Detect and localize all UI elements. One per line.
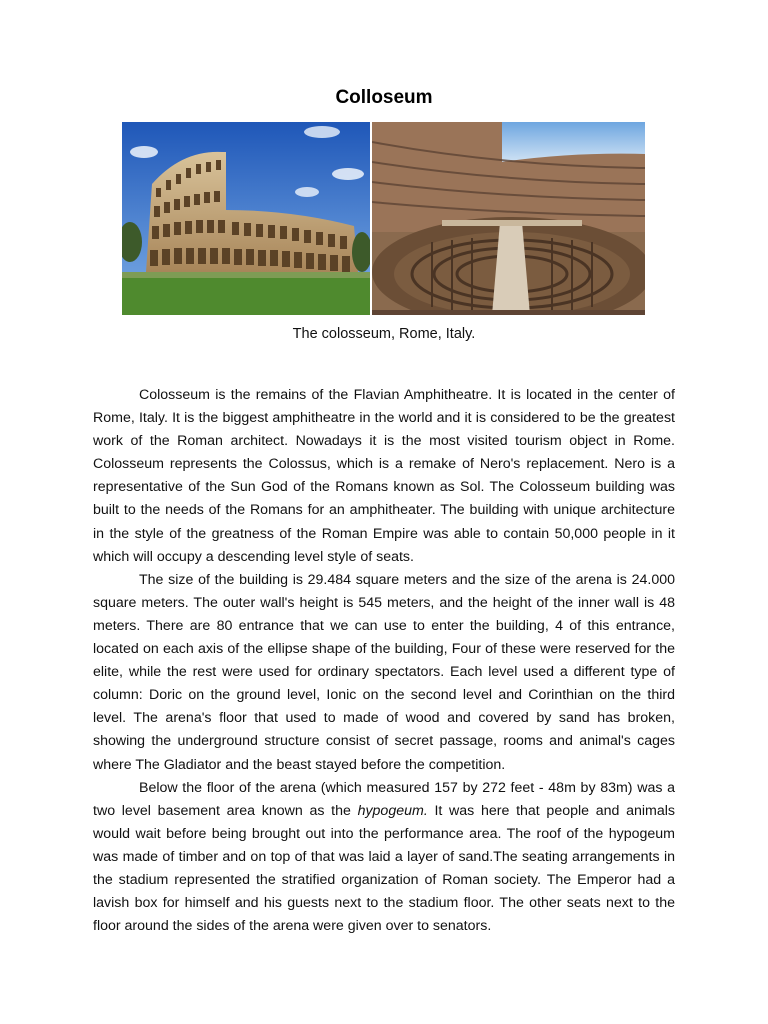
paragraph-1: Colosseum is the remains of the Flavian Amphitheatre. It is located in the center of Rome, Italy. It is the biggest amphitheatre in the world and it is considered to be the greatest work of the Roman architect. Nowadays it is the most visited tourism object in Rome. Colosseum represents the Colossus, which is a remake of Nero's replacement. Nero is a representative of the Sun God of the Romans known as Sol. The Colosseum building was built to the needs of the Romans for an amphitheater. The building with unique architecture in the style of the greatness of the Roman Empire was able to contain 50,000 people in it which will occupy a descending level style of seats.	[93, 387, 675, 565]
article-body	[93, 384, 675, 938]
page-title: Colloseum	[335, 87, 433, 108]
colosseum-exterior-illustration	[122, 122, 370, 315]
colosseum-exterior-photo	[122, 122, 370, 315]
paragraph-3	[93, 777, 675, 939]
paragraph-3-text-before: Below the floor of the arena (which measured 157 by 272 feet - 48m by 83m) was a two level basement area known as the	[93, 779, 675, 819]
paragraph-3-text-after: It was here that people and animals would wait before being brought out into the performance area. The roof of the hypogeum was made of timber and on top of that was laid a layer of sand.The seating arrangements in the stadium represented the stratified organization of Roman society. The Emperor had a lavish box for himself and his guests next to the stadium floor. The other seats next to the floor around the sides of the arena were given over to senators.	[93, 802, 675, 935]
hypogeum-term: hypogeum.	[357, 802, 428, 819]
image-caption: The colosseum, Rome, Italy.	[292, 326, 476, 342]
paragraph-2: The size of the building is 29.484 square meters and the size of the arena is 24.000 square meters. The outer wall's height is 545 meters, and the height of the inner wall is 48 meters. There are 80 entrance that we can use to enter the building, 4 of this entrance, located on each axis of the ellipse shape of the building, Four of these were reserved for the elite, while the rest were used for ordinary spectators. Each level used a different type of column: Doric on the ground level, Ionic on the second level and Corinthian on the third level. The arena's floor that used to made of wood and covered by sand has broken, showing the underground structure consist of secret passage, rooms and animal's cages where The Gladiator and the beast stayed before the competition.	[93, 571, 675, 773]
colosseum-interior-photo	[372, 122, 645, 315]
colosseum-interior-illustration	[372, 122, 645, 315]
